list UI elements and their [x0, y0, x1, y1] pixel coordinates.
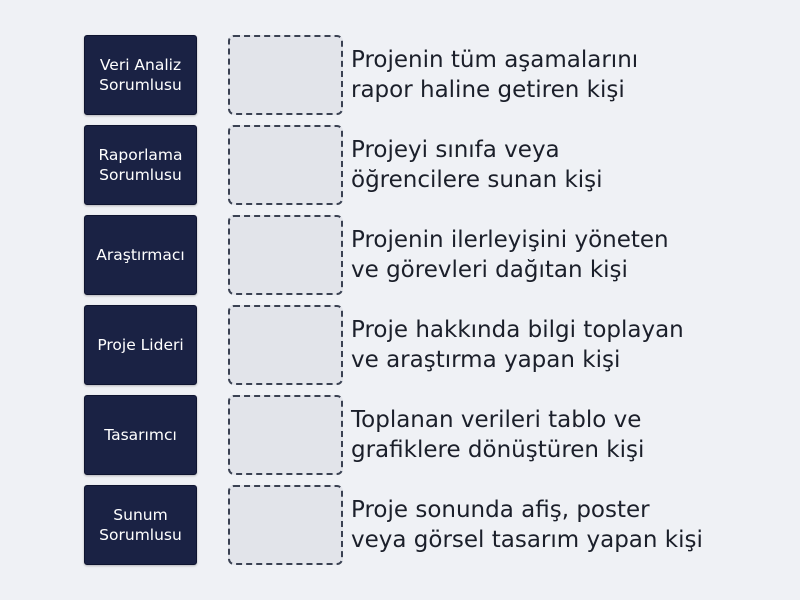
drop-slot-5[interactable] [228, 395, 343, 475]
drop-slot-6[interactable] [228, 485, 343, 565]
description-text: Projeyi sınıfa veya öğrencilere sunan kişi [351, 137, 603, 193]
description-6 [351, 485, 791, 565]
description-3 [351, 215, 791, 295]
tile-label: Sunum Sorumlusu [99, 506, 182, 544]
tile-label: Raporlama Sorumlusu [98, 146, 183, 184]
tile-raporlama-sorumlusu[interactable] [84, 125, 197, 205]
description-1 [351, 35, 791, 115]
description-text: Proje sonunda afiş, poster veya görsel tasarım yapan kişi [351, 497, 703, 553]
description-text: Projenin tüm aşamalarını rapor haline getiren kişi [351, 47, 639, 103]
tile-label: Veri Analiz Sorumlusu [99, 56, 182, 94]
drop-slot-1[interactable] [228, 35, 343, 115]
description-5 [351, 395, 791, 475]
drop-slot-3[interactable] [228, 215, 343, 295]
tile-tasarimci[interactable] [84, 395, 197, 475]
tile-label: Proje Lideri [97, 336, 184, 354]
drop-slot-2[interactable] [228, 125, 343, 205]
description-text: Projenin ilerleyişini yöneten ve görevleri dağıtan kişi [351, 227, 669, 283]
tile-arastirmaci[interactable] [84, 215, 197, 295]
tile-label: Tasarımcı [104, 426, 177, 444]
description-text: Proje hakkında bilgi toplayan ve araştırma yapan kişi [351, 317, 684, 373]
tile-label: Araştırmacı [96, 246, 185, 264]
description-2 [351, 125, 791, 205]
description-4 [351, 305, 791, 385]
tile-proje-lideri[interactable] [84, 305, 197, 385]
tile-veri-analiz-sorumlusu[interactable] [84, 35, 197, 115]
tile-sunum-sorumlusu[interactable] [84, 485, 197, 565]
description-text: Toplanan verileri tablo ve grafiklere dönüştüren kişi [351, 407, 645, 463]
drop-slot-4[interactable] [228, 305, 343, 385]
